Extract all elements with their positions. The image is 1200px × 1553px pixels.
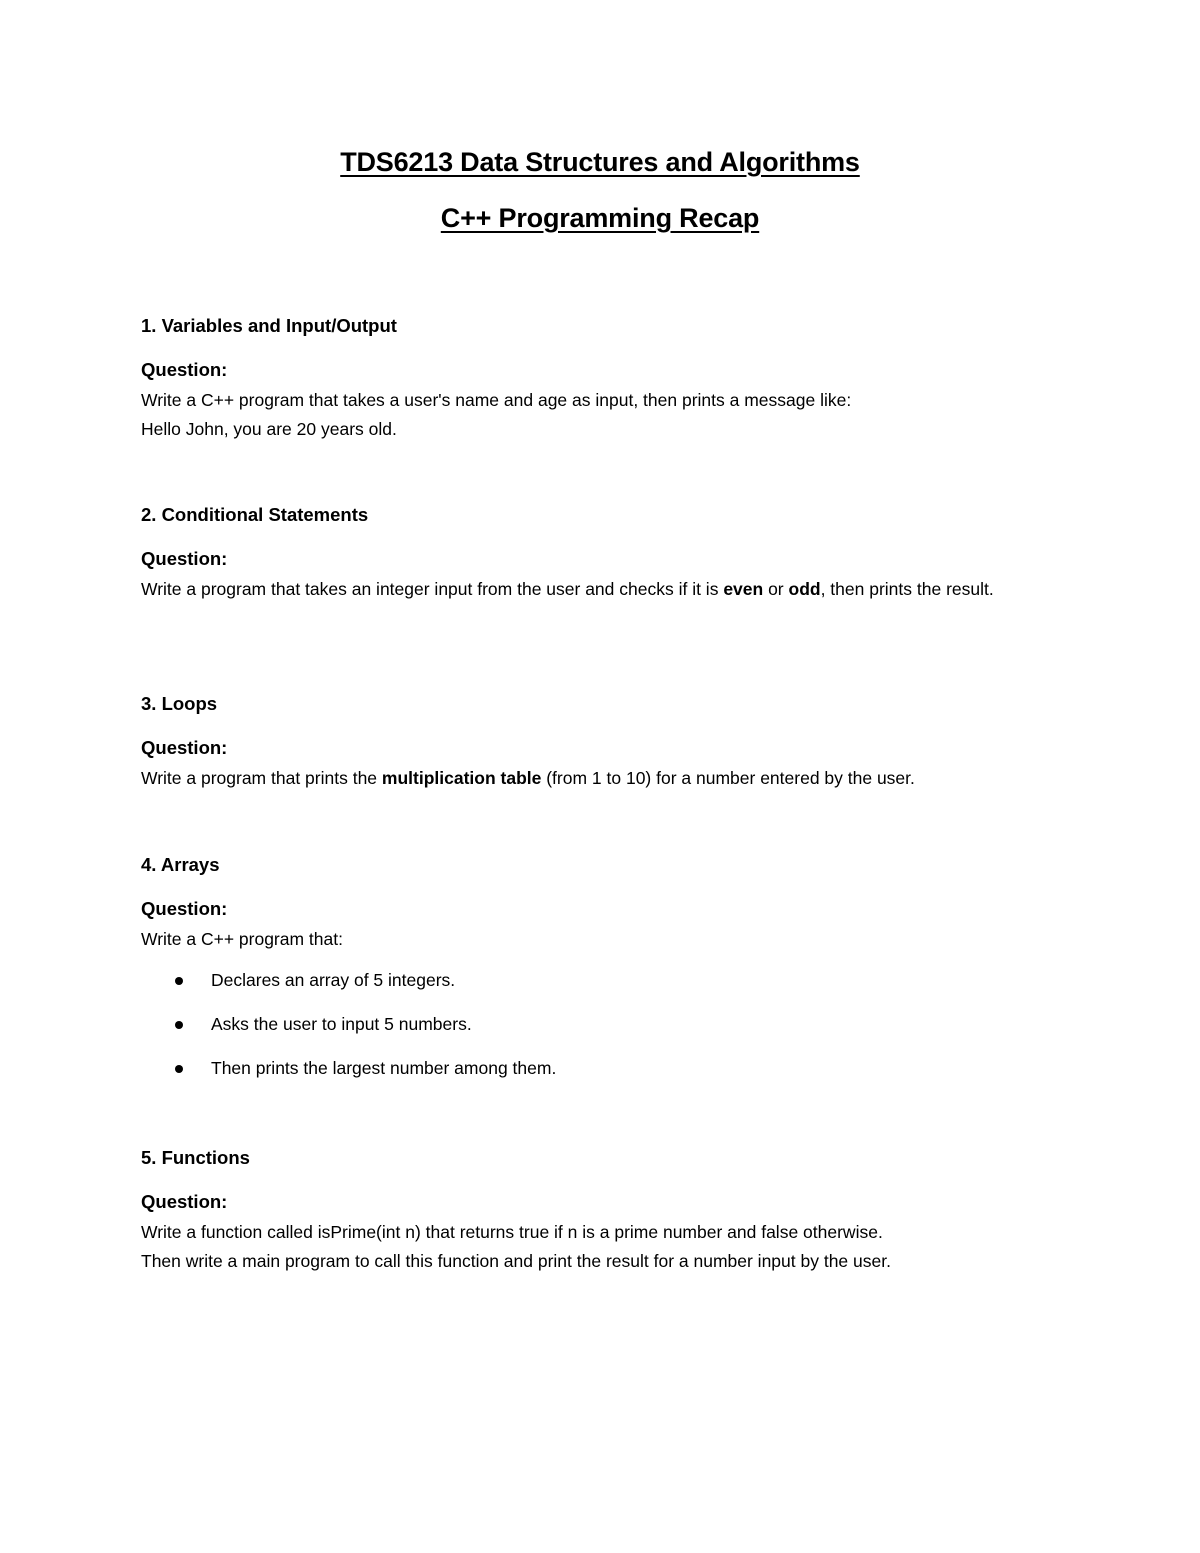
list-item bbox=[141, 1056, 1081, 1080]
question-text-line: Write a C++ program that takes a user's name and age as input, then prints a message like: bbox=[141, 390, 852, 410]
list-item-text: Then prints the largest number among them. bbox=[211, 1058, 557, 1078]
emphasis-odd: odd bbox=[788, 579, 821, 599]
question-label: Question: bbox=[141, 737, 228, 758]
section-conditional-statements bbox=[141, 503, 1081, 604]
question-label: Question: bbox=[141, 1191, 228, 1212]
question-label: Question: bbox=[141, 548, 228, 569]
section-heading: 1. Variables and Input/Output bbox=[141, 315, 397, 336]
list-item-text: Declares an array of 5 integers. bbox=[211, 970, 456, 990]
list-item-text: Asks the user to input 5 numbers. bbox=[211, 1014, 472, 1034]
bullet-icon bbox=[175, 977, 183, 985]
list-item bbox=[141, 1012, 1081, 1036]
question-label: Question: bbox=[141, 898, 228, 919]
section-heading: 4. Arrays bbox=[141, 854, 220, 875]
question-text bbox=[141, 764, 1081, 793]
list-item bbox=[141, 968, 1081, 992]
bullet-icon bbox=[175, 1065, 183, 1073]
text-run: Write a program that takes an integer input from the user and checks if it is bbox=[141, 579, 724, 599]
section-arrays bbox=[141, 853, 1081, 1100]
section-functions bbox=[141, 1146, 1081, 1276]
question-intro: Write a C++ program that: bbox=[141, 929, 343, 949]
question-text bbox=[141, 575, 1081, 604]
text-run: Write a program that prints the bbox=[141, 768, 382, 788]
emphasis-even: even bbox=[723, 579, 764, 599]
section-heading: 2. Conditional Statements bbox=[141, 504, 369, 525]
bullet-list bbox=[141, 968, 1081, 1080]
question-text-line: Write a function called isPrime(int n) that returns true if n is a prime number and false otherwise. bbox=[141, 1222, 883, 1242]
section-heading: 5. Functions bbox=[141, 1147, 250, 1168]
emphasis-multiplication-table: multiplication table bbox=[381, 768, 542, 788]
text-run: or bbox=[763, 579, 789, 599]
text-run: (from 1 to 10) for a number entered by the user. bbox=[541, 768, 915, 788]
section-variables-io bbox=[141, 314, 1081, 444]
question-text-line: Hello John, you are 20 years old. bbox=[141, 419, 397, 439]
bullet-icon bbox=[175, 1021, 183, 1029]
text-run: , then prints the result. bbox=[820, 579, 994, 599]
question-label: Question: bbox=[141, 359, 228, 380]
section-heading: 3. Loops bbox=[141, 693, 218, 714]
section-loops bbox=[141, 692, 1081, 793]
document-subtitle: C++ Programming Recap bbox=[440, 203, 760, 233]
document-title: TDS6213 Data Structures and Algorithms bbox=[340, 147, 860, 177]
question-text-line: Then write a main program to call this function and print the result for a number input by the user. bbox=[141, 1251, 891, 1271]
